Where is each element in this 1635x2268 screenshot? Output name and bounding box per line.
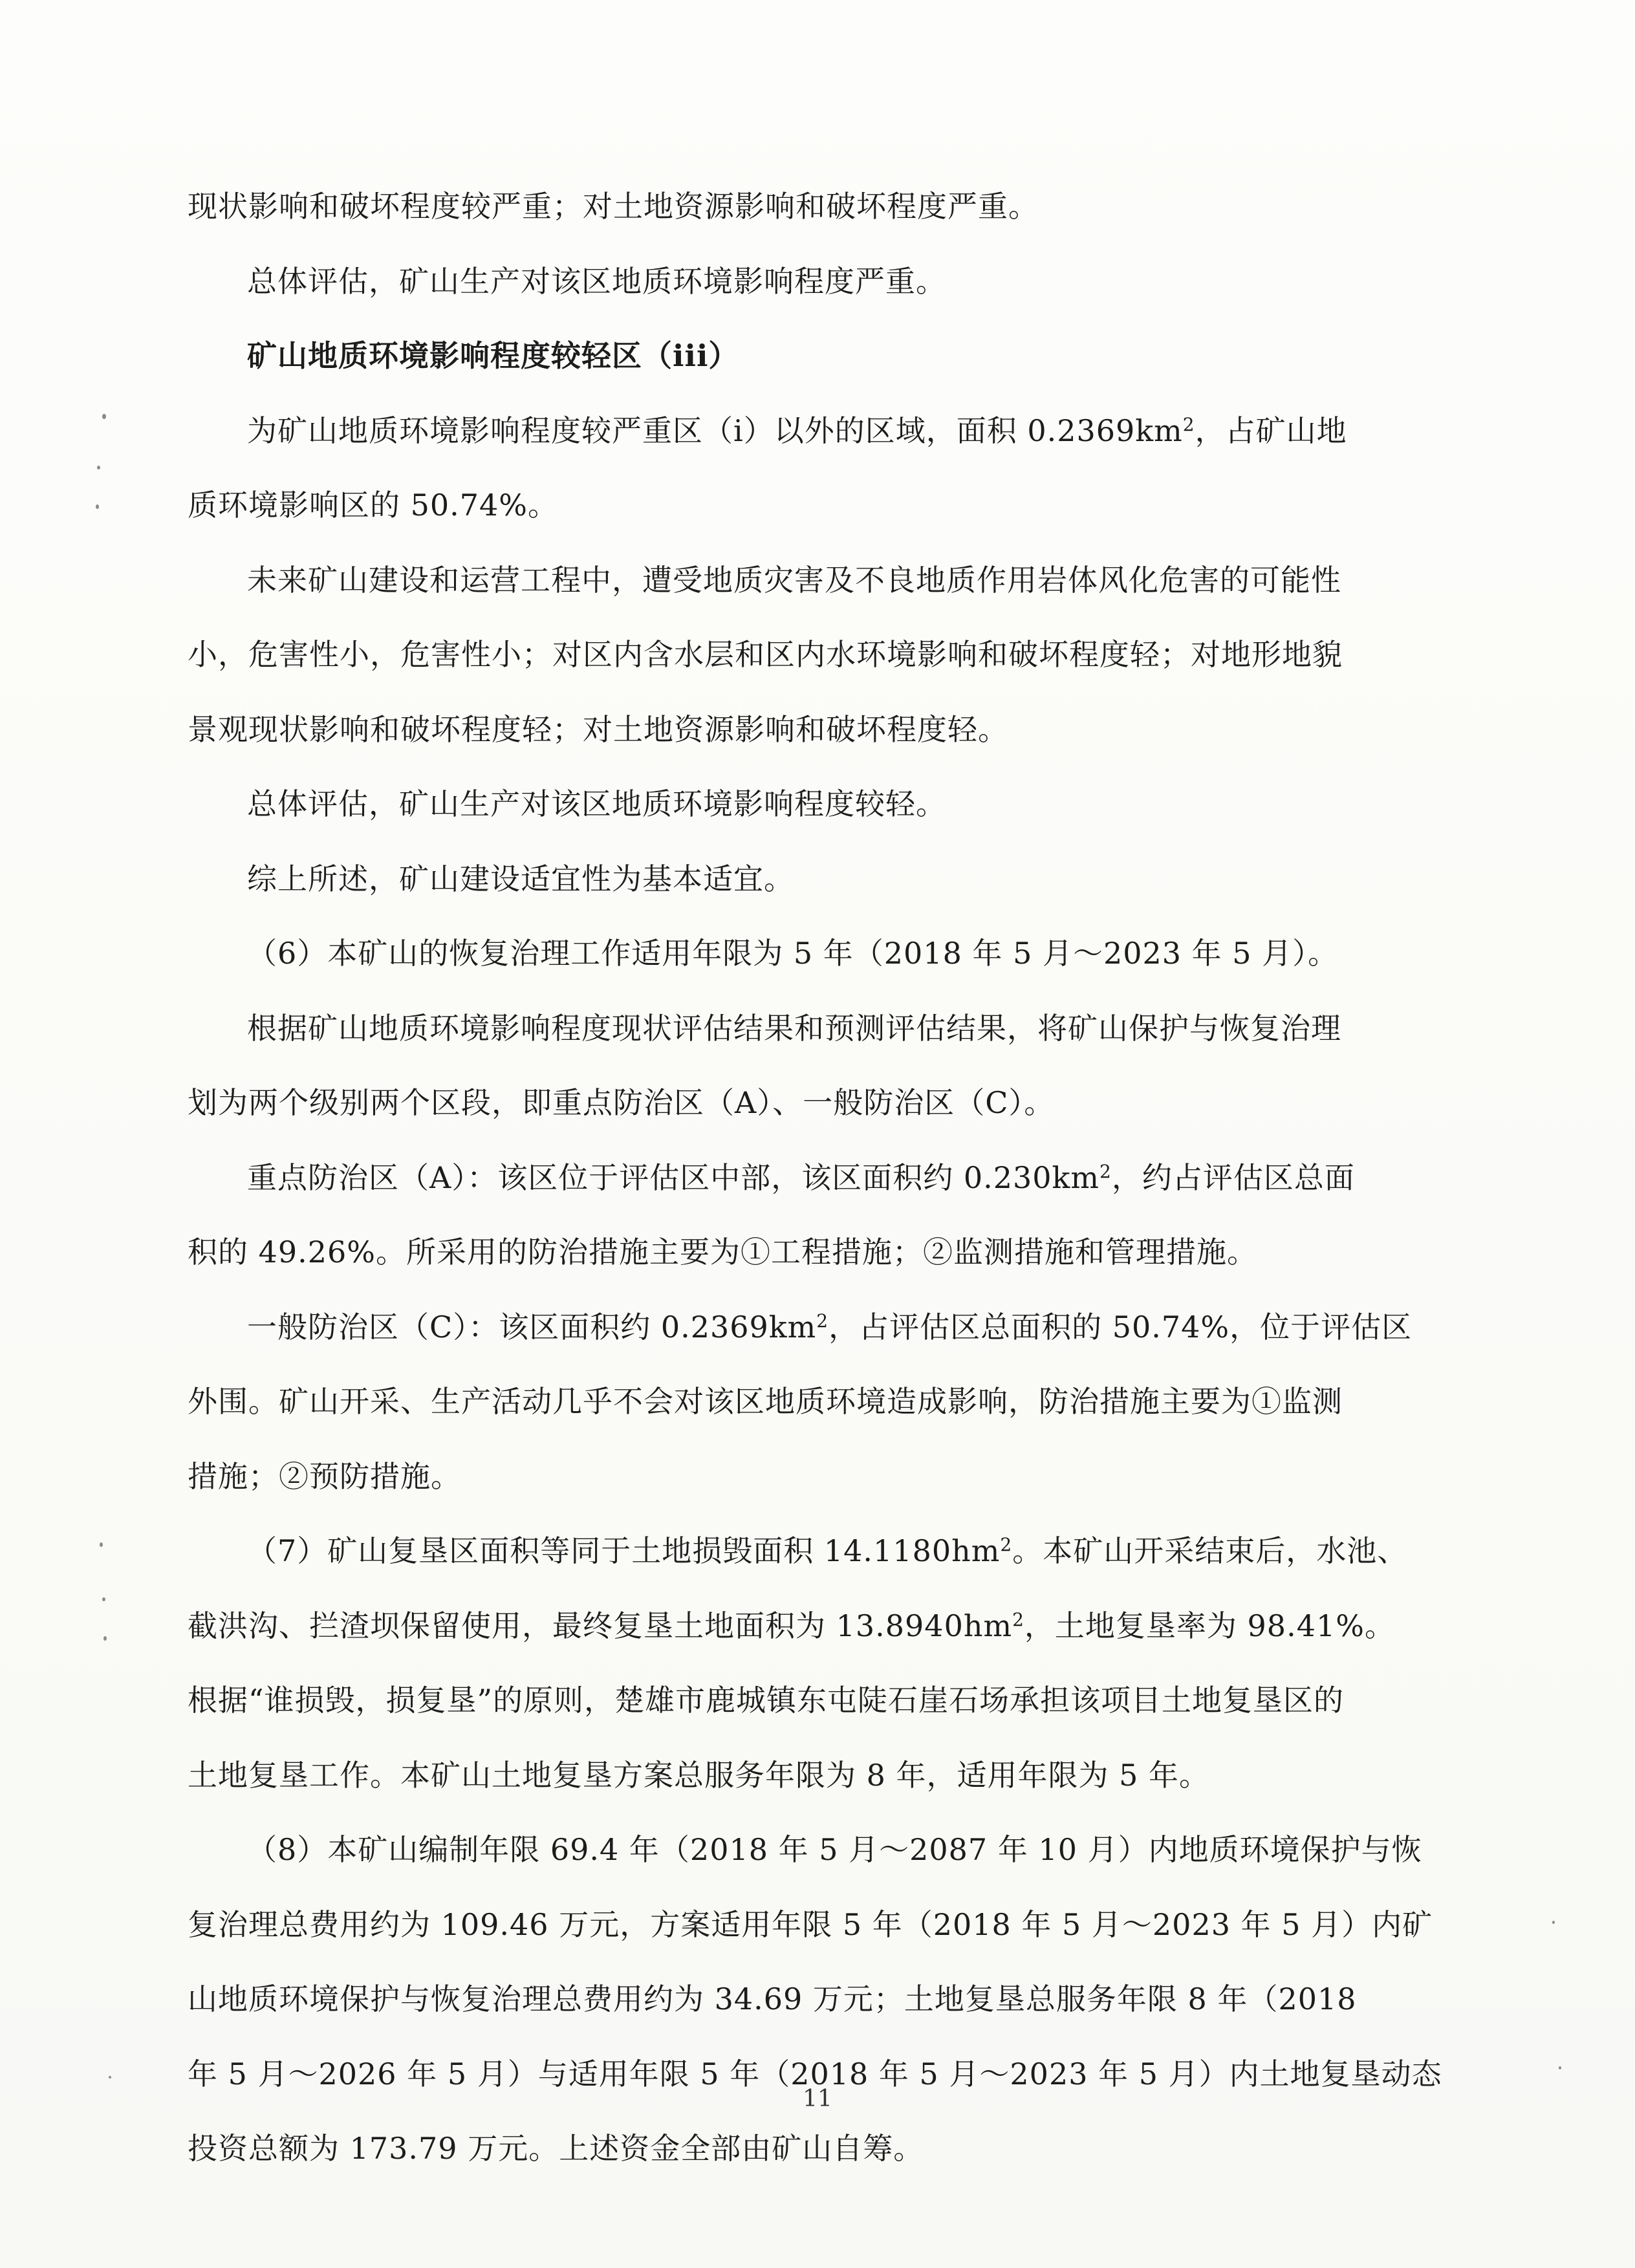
text-line: 积的 49.26%。所采用的防治措施主要为①工程措施；②监测措施和管理措施。	[188, 1235, 1258, 1269]
scan-speck	[109, 2076, 111, 2079]
text-line: 总体评估，矿山生产对该区地质环境影响程度严重。	[247, 263, 946, 299]
text-line: （8）本矿山编制年限 69.4 年（2018 年 5 月～2087 年 10 月）内地质环境保护与恢	[247, 1832, 1422, 1867]
text-line: 截洪沟、拦渣坝保留使用，最终复垦土地面积为 $13.8940hm^2$，土地复垦率为 98.41%。	[188, 1608, 1395, 1643]
text-line: 未来矿山建设和运营工程中，遭受地质灾害及不良地质作用岩体风化危害的可能性	[247, 562, 1341, 598]
text-line: 根据“谁损毁，损复垦”的原则，楚雄市鹿城镇东屯陡石崖石场承担该项目土地复垦区的	[188, 1683, 1345, 1718]
scan-speck	[102, 1597, 105, 1601]
text-line: 为矿山地质环境影响程度较严重区（ⅰ）以外的区域，面积 $0.2369km^2$，占矿山地	[247, 413, 1347, 448]
scan-speck	[102, 414, 106, 419]
text-line: 总体评估，矿山生产对该区地质环境影响程度较轻。	[247, 786, 946, 821]
scan-speck	[96, 504, 99, 509]
text-line: 复治理总费用约为 109.46 万元，方案适用年限 5 年（2018 年 5 月～2023 年 5 月）内矿	[188, 1906, 1433, 1942]
text-line: 外围。矿山开采、生产活动几乎不会对该区地质环境造成影响，防治措施主要为①监测	[188, 1384, 1343, 1419]
scan-speck	[100, 1542, 103, 1547]
body-text	[188, 169, 1442, 2187]
text-line: 山地质环境保护与恢复治理总费用约为 34.69 万元；土地复垦总服务年限 8 年（2018	[188, 1982, 1357, 2016]
text-line: （6）本矿山的恢复治理工作适用年限为 5 年（2018 年 5 月～2023 年 5 月）。	[247, 936, 1339, 971]
text-line: 投资总额为 173.79 万元。上述资金全部由矿山自筹。	[188, 2131, 924, 2166]
scan-speck	[1559, 2066, 1561, 2069]
scan-speck	[103, 1636, 107, 1641]
text-line: 现状影响和破坏程度较严重；对土地资源影响和破坏程度严重。	[188, 189, 1039, 224]
text-line: 根据矿山地质环境影响程度现状评估结果和预测评估结果，将矿山保护与恢复治理	[247, 1010, 1341, 1046]
text-line: 措施；②预防措施。	[188, 1458, 461, 1494]
text-line: 年 5 月～2026 年 5 月）与适用年限 5 年（2018 年 5 月～2023 年 5 月）内土地复垦动态	[188, 2056, 1442, 2091]
text-line: 土地复垦工作。本矿山土地复垦方案总服务年限为 8 年，适用年限为 5 年。	[188, 1757, 1210, 1793]
text-line: 划为两个级别两个区段，即重点防治区（A）、一般防治区（C）。	[188, 1085, 1055, 1120]
text-line: 一般防治区（C）：该区面积约 $0.2369km^2$，占评估区总面积的 50.74%，位于评估区	[247, 1309, 1413, 1345]
page-number: 11	[803, 2086, 832, 2112]
section-heading: 矿山地质环境影响程度较轻区（iii）	[247, 338, 739, 373]
text-line: 综上所述，矿山建设适宜性为基本适宜。	[247, 861, 794, 896]
text-line: 景观现状影响和破坏程度轻；对土地资源影响和破坏程度轻。	[188, 711, 1008, 747]
text-line: （7）矿山复垦区面积等同于土地损毁面积 $14.1180hm^2$。本矿山开采结束后，水池、	[247, 1533, 1408, 1568]
scan-speck	[97, 466, 100, 470]
text-line: 质环境影响区的 50.74%。	[188, 488, 559, 523]
text-line: 小，危害性小，危害性小；对区内含水层和区内水环境影响和破坏程度轻；对地形地貌	[188, 637, 1343, 672]
text-line: 重点防治区（A）：该区位于评估区中部，该区面积约 $0.230km^2$，约占评估区总面	[247, 1160, 1355, 1195]
scan-speck	[1552, 1921, 1555, 1924]
